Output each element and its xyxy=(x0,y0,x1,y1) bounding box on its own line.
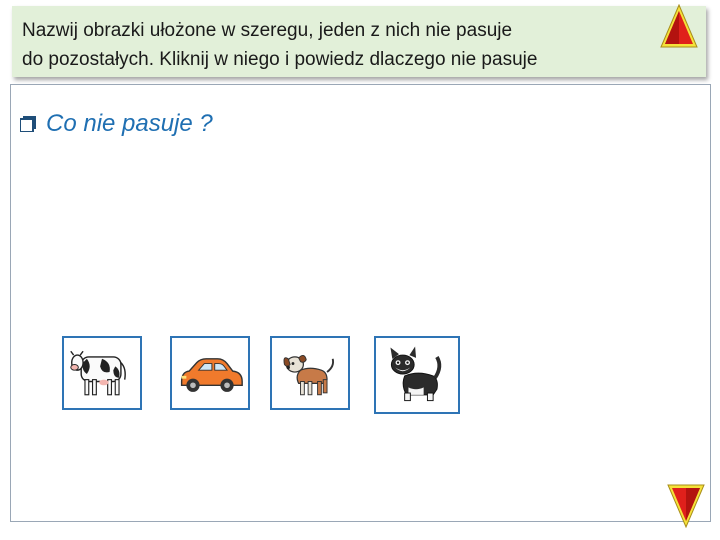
question-heading xyxy=(20,110,213,138)
checkbox-bullet-icon xyxy=(20,116,36,132)
cat-icon xyxy=(376,338,458,412)
picture-card-cat[interactable] xyxy=(374,336,460,414)
instruction-banner xyxy=(12,6,706,77)
cow-icon xyxy=(64,338,140,408)
picture-card-dog[interactable] xyxy=(270,336,350,410)
dog-icon xyxy=(272,338,348,408)
next-slide-button[interactable] xyxy=(667,484,705,528)
instruction-line-1: Nazwij obrazki ułożone w szeregu, jeden z nich nie pasuje xyxy=(22,20,513,41)
question-text: Co nie pasuje ? xyxy=(46,110,213,137)
triangle-up-arrow-icon xyxy=(660,4,698,48)
picture-card-cow[interactable] xyxy=(62,336,142,410)
instruction-text xyxy=(22,16,537,74)
previous-slide-button[interactable] xyxy=(660,4,698,48)
car-icon xyxy=(172,338,248,408)
triangle-down-arrow-icon xyxy=(667,484,705,528)
instruction-line-2: do pozostałych. Kliknij w niego i powiedz dlaczego nie pasuje xyxy=(22,49,538,70)
content-panel xyxy=(10,84,711,522)
picture-card-car[interactable] xyxy=(170,336,250,410)
